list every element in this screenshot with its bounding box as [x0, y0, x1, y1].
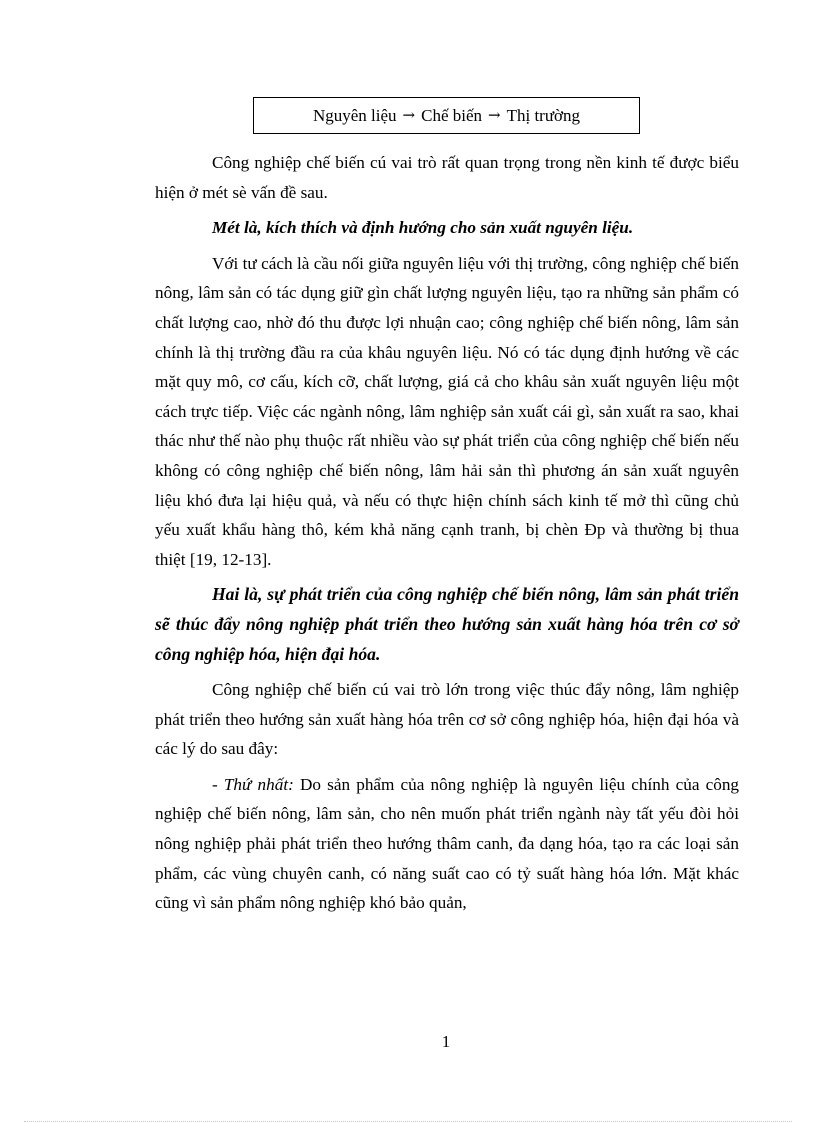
page-number: 1	[441, 1032, 451, 1051]
arrow-right-icon: →	[488, 106, 501, 124]
flow-step-processing: Chế biến	[421, 106, 483, 125]
body-text	[155, 148, 739, 918]
process-flow-box	[253, 97, 640, 134]
first-reason-text: Do sản phẩm của nông nghiệp là nguyên liệu chính của công nghiệp chế biến nông, lâm sản, cho nên muốn phát triển ngành này tất yếu đòi hỏi nông nghiệp phải phát triển theo hướng thâm canh, đa dạng hóa, tạo ra các loại sản phẩm, các vùng chuyên canh, có năng suất cao có tỷ suất hàng hóa lớn. Mặt khác cũng vì sản phẩm nông nghiệp khó bảo quản,	[155, 774, 740, 913]
flow-step-raw-materials: Nguyên liệu	[312, 106, 397, 125]
flow-step-market: Thị trường	[506, 106, 581, 125]
section-heading-two: Hai là, sự phát triển của công nghiệp chế biến nông, lâm sản phát triển sẽ thúc đẩy nông nghiệp phát triển theo hướng sản xuất hàng hóa trên cơ sở công nghiệp hóa, hiện đại hóa.	[155, 584, 739, 664]
arrow-right-icon: →	[402, 106, 416, 124]
intro-paragraph: Công nghiệp chế biến cú vai trò rất quan trọng trong nền kinh tế được biểu hiện ở mét sè vấn đề sau.	[155, 153, 739, 202]
page-bottom-rule	[24, 1121, 792, 1122]
first-reason-lead: - Thứ nhất:	[212, 774, 294, 794]
section-heading-one: Mét là, kích thích và định hướng cho sản xuất nguyên liệu.	[212, 218, 634, 238]
paragraph-raw-material-role: Với tư cách là cầu nối giữa nguyên liệu với thị trường, công nghiệp chế biến nông, lâm sản có tác dụng giữ gìn chất lượng nguyên liệu, tạo ra những sản phẩm có chất lượng cao, nhờ đó thu được lợi nhuận cao; công nghiệp chế biến nông, lâm sản chính là thị trường đầu ra của khâu nguyên liệu. Nó có tác dụng định hướng về các mặt quy mô, cơ cấu, kích cỡ, chất lượng, giá cả cho khâu sản xuất nguyên liệu một cách trực tiếp. Việc các ngành nông, lâm nghiệp sản xuất cái gì, sản xuất ra sao, khai thác như thế nào phụ thuộc rất nhiều vào sự phát triển của công nghiệp chế biến nếu không có công nghiệp chế biến nông, lâm hải sản thì phương án sản xuất nguyên liệu khó đưa lại hiệu quả, và nếu có thực hiện chính sách kinh tế mở thì cũng chủ yếu xuất khẩu hàng thô, kém khả năng cạnh tranh, bị chèn Ðp và thường bị thua thiệt [19, 12-13].	[155, 253, 739, 569]
paragraph-first-reason	[155, 770, 739, 918]
paragraph-agriculture-role: Công nghiệp chế biến cú vai trò lớn trong việc thúc đẩy nông, lâm nghiệp phát triển theo hướng sản xuất hàng hóa trên cơ sở công nghiệp hóa, hiện đại hóa và các lý do sau đây:	[155, 680, 739, 759]
